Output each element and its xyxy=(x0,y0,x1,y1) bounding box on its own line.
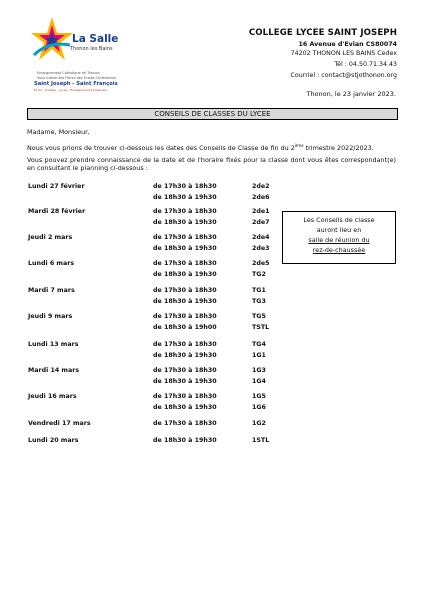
title-banner xyxy=(27,108,398,120)
schedule-class: TG1 xyxy=(252,287,266,294)
schedule-class: 2de2 xyxy=(252,183,270,190)
schedule-time: de 17h30 à 18h30 xyxy=(153,420,217,427)
schedule-class: 1G2 xyxy=(252,420,266,427)
schedule-time: de 18h30 à 19h30 xyxy=(153,437,217,444)
logo-tagline-2: Sous tutelle des Frères des Écoles Chrétiennes xyxy=(37,76,117,80)
schedule-time: de 18h30 à 19h30 xyxy=(153,271,217,278)
schedule-time: de 18h30 à 19h30 xyxy=(153,298,217,305)
note-line: Les Conseils de classe xyxy=(303,216,375,224)
intro-text-end: trimestre 2022/2023. xyxy=(303,144,374,153)
schedule-class: 2de1 xyxy=(252,208,270,215)
schedule-class: 1G3 xyxy=(252,367,266,374)
schedule-time: de 18h30 à 19h30 xyxy=(153,245,217,252)
intro-sentence xyxy=(27,143,374,152)
schedule-class: 1G6 xyxy=(252,404,266,411)
school-address-block xyxy=(249,28,397,79)
schedule-class: 2de6 xyxy=(252,194,270,201)
la-salle-star-icon xyxy=(30,15,74,63)
schedule-day-label: Mardi 7 mars xyxy=(28,287,75,294)
letter-date: Thonon, le 23 janvier 2023. xyxy=(306,90,396,98)
note-location: salle de réunion du xyxy=(308,236,370,244)
schedule-day-label: Jeudi 16 mars xyxy=(28,393,77,400)
location-note-box xyxy=(282,211,396,264)
schedule-time: de 17h30 à 18h30 xyxy=(153,260,217,267)
intro-text: Nous vous prions de trouver ci-dessous les dates des Conseils de Classe de fin du 2 xyxy=(27,144,295,153)
schedule-time: de 17h30 à 18h30 xyxy=(153,183,217,190)
schedule-day-label: Lundi 6 mars xyxy=(28,260,75,267)
schedule-time: de 17h30 à 18h30 xyxy=(153,313,217,320)
schedule-class: TG4 xyxy=(252,341,266,348)
schedule-class: TG2 xyxy=(252,271,266,278)
page-title: CONSEILS DE CLASSES DU LYCEE xyxy=(154,110,271,118)
logo-name: La Salle xyxy=(72,33,119,45)
greeting: Madame, Monsieur, xyxy=(27,128,90,136)
schedule-day-label: Lundi 27 février xyxy=(28,183,85,190)
schedule-day-label: Mardi 14 mars xyxy=(28,367,80,374)
schedule-class: TSTL xyxy=(252,324,270,331)
schedule-class: 2de4 xyxy=(252,234,270,241)
schedule-time: de 18h30 à 19h00 xyxy=(153,324,217,331)
instructions-paragraph: Vous pouvez prendre connaissance de la date et de l'horaire fixés pour la classe dont vous êtes correspondant(e) en consultant le planning ci-dessous : xyxy=(27,156,396,173)
schedule-day-label: Jeudi 2 mars xyxy=(28,234,73,241)
schedule-day-label: Jeudi 9 mars xyxy=(28,313,73,320)
schedule-time: de 18h30 à 19h30 xyxy=(153,219,217,226)
schedule-class: 1G5 xyxy=(252,393,266,400)
schedule-time: de 17h30 à 18h30 xyxy=(153,234,217,241)
schedule-day-label: Vendredi 17 mars xyxy=(28,420,91,427)
schedule-day-label: Lundi 20 mars xyxy=(28,437,79,444)
schedule-class: TG3 xyxy=(252,298,266,305)
intro-superscript: ème xyxy=(294,143,304,148)
schedule-time: de 18h30 à 19h30 xyxy=(153,404,217,411)
schedule-time: de 17h30 à 18h30 xyxy=(153,208,217,215)
school-name: COLLEGE LYCEE SAINT JOSEPH xyxy=(248,28,397,38)
schedule-class: 2de3 xyxy=(252,245,270,252)
school-logo xyxy=(26,15,126,115)
schedule-time: de 18h30 à 19h30 xyxy=(153,194,217,201)
schedule-class: 2de5 xyxy=(252,260,270,267)
logo-subtitle: Thonon les Bains xyxy=(70,46,113,52)
schedule-class: 1G4 xyxy=(252,378,266,385)
logo-levels: École · Collège · Lycée · Enseignement Supérieur xyxy=(34,88,108,92)
schedule-class: 1G1 xyxy=(252,352,266,359)
logo-school-name: Saint Joseph - Saint François xyxy=(34,81,118,87)
schedule-time: de 17h30 à 18h30 xyxy=(153,287,217,294)
note-line: auront lieu en xyxy=(316,226,362,234)
address-line-1: 16 Avenue d'Evian CS80074 xyxy=(298,41,397,48)
schedule-day-label: Lundi 13 mars xyxy=(28,341,79,348)
note-location: rez-de-chaussée xyxy=(312,246,366,254)
schedule-day-label: Mardi 28 février xyxy=(28,208,86,215)
email-address: Courriel : contact@stjothonon.org xyxy=(290,72,397,79)
schedule-time: de 18h30 à 19h30 xyxy=(153,378,217,385)
schedule-class: 2de7 xyxy=(252,219,270,226)
schedule-time: de 17h30 à 18h30 xyxy=(153,393,217,400)
phone-number: Tél : 04.50.71.34.43 xyxy=(334,61,397,68)
logo-tagline: Enseignement Catholique de Thonon xyxy=(37,71,100,75)
address-line-2: 74202 THONON LES BAINS Cedex xyxy=(290,50,397,57)
schedule-time: de 17h30 à 18h30 xyxy=(153,367,217,374)
schedule-time: de 17h30 à 18h30 xyxy=(153,341,217,348)
schedule-class: TG5 xyxy=(252,313,266,320)
schedule-class: 1STL xyxy=(252,437,270,444)
schedule-time: de 18h30 à 19h30 xyxy=(153,352,217,359)
